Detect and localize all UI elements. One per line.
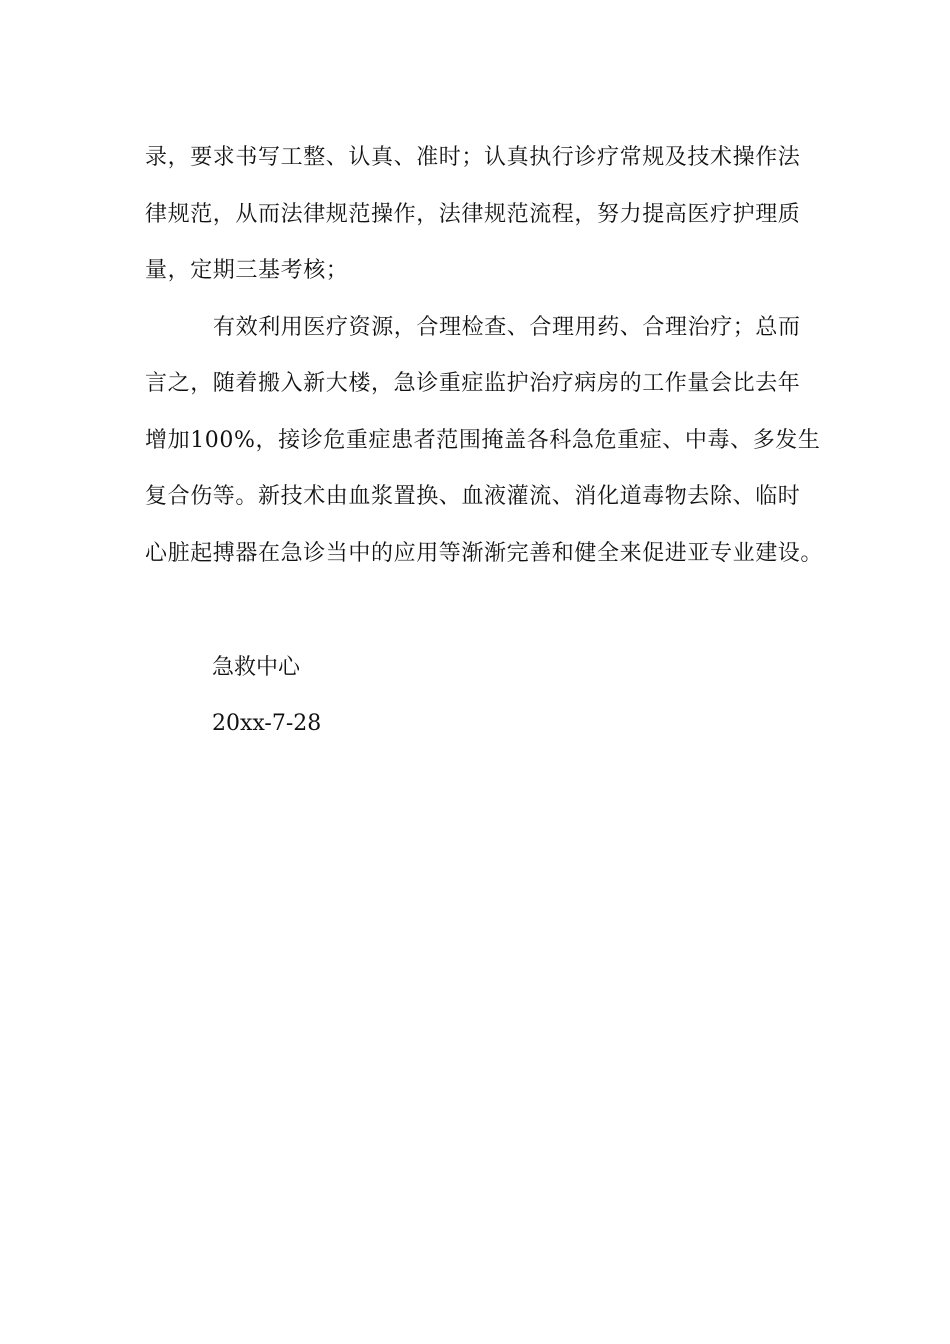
signature-date: 20xx-7-28 — [212, 711, 322, 736]
text-line: 增加100%，接诊危重症患者范围掩盖各科急危重症、中毒、多发生 — [145, 427, 821, 453]
signature-organization: 急救中心 — [212, 655, 301, 680]
text-line: 录，要求书写工整、认真、准时；认真执行诊疗常规及技术操作法 — [145, 145, 801, 170]
document-body — [145, 130, 825, 582]
text-line: 律规范，从而法律规范操作，法律规范流程，努力提高医疗护理质 — [145, 201, 801, 227]
text-line: 有效利用医疗资源，合理检查、合理用药、合理治疗；总而 — [213, 314, 801, 340]
text-line: 复合伤等。新技术由血浆置换、血液灌流、消化道毒物去除、临时 — [145, 484, 801, 509]
paragraph-1 — [145, 130, 825, 300]
text-line: 量，定期三基考核； — [145, 258, 349, 283]
text-line: 言之，随着搬入新大楼，急诊重症监护治疗病房的工作量会比去年 — [145, 371, 801, 396]
signature-block — [212, 640, 612, 752]
paragraph-2 — [145, 300, 825, 583]
text-line: 心脏起搏器在急诊当中的应用等渐渐完善和健全来促进亚专业建设。 — [145, 540, 824, 566]
